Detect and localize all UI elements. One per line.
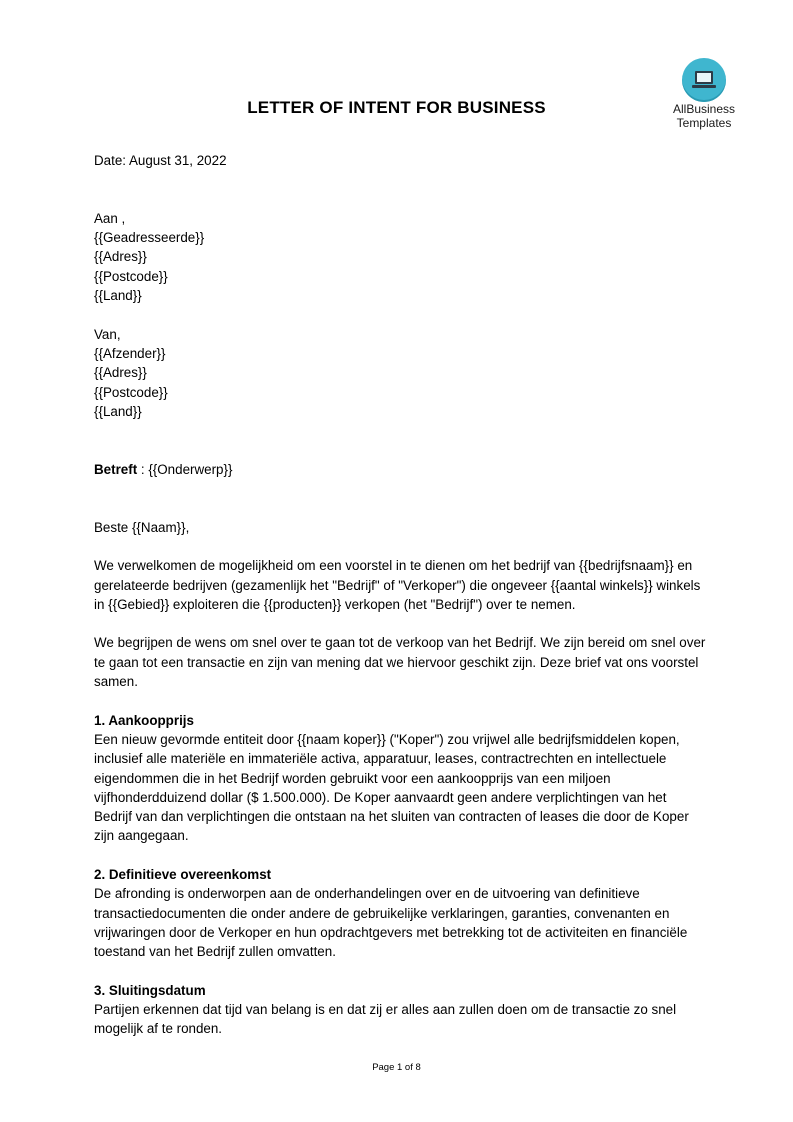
sender-block <box>94 325 706 421</box>
allbusiness-logo <box>664 58 744 130</box>
logo-text-line2: Templates <box>676 116 732 130</box>
section-text-closing-date: Partijen erkennen dat tijd van belang is en dat zij er alles aan zullen doen om de transactie zo snel mogelijk af te ronden. <box>94 1002 677 1037</box>
intro-paragraph: We verwelkomen de mogelijkheid om een voorstel in te dienen om het bedrijf van {{bedrijfsnaam}} en gerelateerde bedrijven (gezamenlijk het "Bedrijf" of "Verkoper") die ongeveer {{aantal winkels}} winkels in {{Gebied}} exploiteren die {{producten}} verkopen (het "Bedrijf") over te nemen. <box>94 558 701 612</box>
sender-address: {{Adres}} <box>94 365 147 381</box>
sender-name: {{Afzender}} <box>94 345 166 361</box>
letter-body <box>94 151 706 1039</box>
recipient-label: Aan , <box>94 210 126 226</box>
subject-label: Betreft <box>94 461 138 477</box>
recipient-postcode: {{Postcode}} <box>94 268 168 284</box>
sender-label: Van, <box>94 326 121 342</box>
recipient-address: {{Adres}} <box>94 249 147 265</box>
subject-line <box>94 460 706 479</box>
section-heading-purchase-price: 1. Aankoopprijs <box>94 712 194 728</box>
document-title: LETTER OF INTENT FOR BUSINESS <box>247 98 546 117</box>
recipient-country: {{Land}} <box>94 288 142 304</box>
logo-text-line1: AllBusiness <box>672 102 736 116</box>
section-text-purchase-price: Een nieuw gevormde entiteit door {{naam koper}} ("Koper") zou vrijwel alle bedrijfsmiddelen kopen, inclusief alle materiële en immateriële activa, apparatuur, leases, contractrechten en intellectuele eigendommen die in het Bedrijf worden gebruikt voor een aankoopprijs van een miljoen vijfhonderdduizend dollar ($ 1.500.000). De Koper aanvaardt geen andere verplichtingen van het Bedrijf van dan verplichtingen die ontstaan na het sluiten van contracten of leases die door de Koper zijn aangegaan. <box>94 731 689 844</box>
date-line: Date: August 31, 2022 <box>94 153 227 168</box>
second-paragraph: We begrijpen de wens om snel over te gaan tot de verkoop van het Bedrijf. We zijn bereid om snel over te gaan tot een transactie en zijn van mening dat we hiervoor geschikt zijn. Deze brief vat ons voorstel samen. <box>94 635 706 690</box>
laptop-icon <box>682 58 726 102</box>
subject-value: : {{Onderwerp}} <box>137 461 233 477</box>
recipient-block <box>94 209 706 305</box>
sender-country: {{Land}} <box>94 403 142 419</box>
salutation: Beste {{Naam}}, <box>94 519 190 535</box>
section-heading-definitive-agreement: 2. Definitieve overeenkomst <box>94 866 272 882</box>
section-heading-closing-date: 3. Sluitingsdatum <box>94 982 206 998</box>
page-footer: Page 1 of 8 <box>372 1062 421 1073</box>
recipient-name: {{Geadresseerde}} <box>94 230 205 246</box>
section-text-definitive-agreement: De afronding is onderworpen aan de onderhandelingen over en de uitvoering van definitieve transactiedocumenten die onder andere de gebruikelijke verklaringen, garanties, convenanten en vrijwaringen door de Verkoper en hun opdrachtgevers met betrekking tot de activiteiten en financiële toestand van het Bedrijf zullen omvatten. <box>94 886 688 960</box>
sender-postcode: {{Postcode}} <box>94 384 168 400</box>
